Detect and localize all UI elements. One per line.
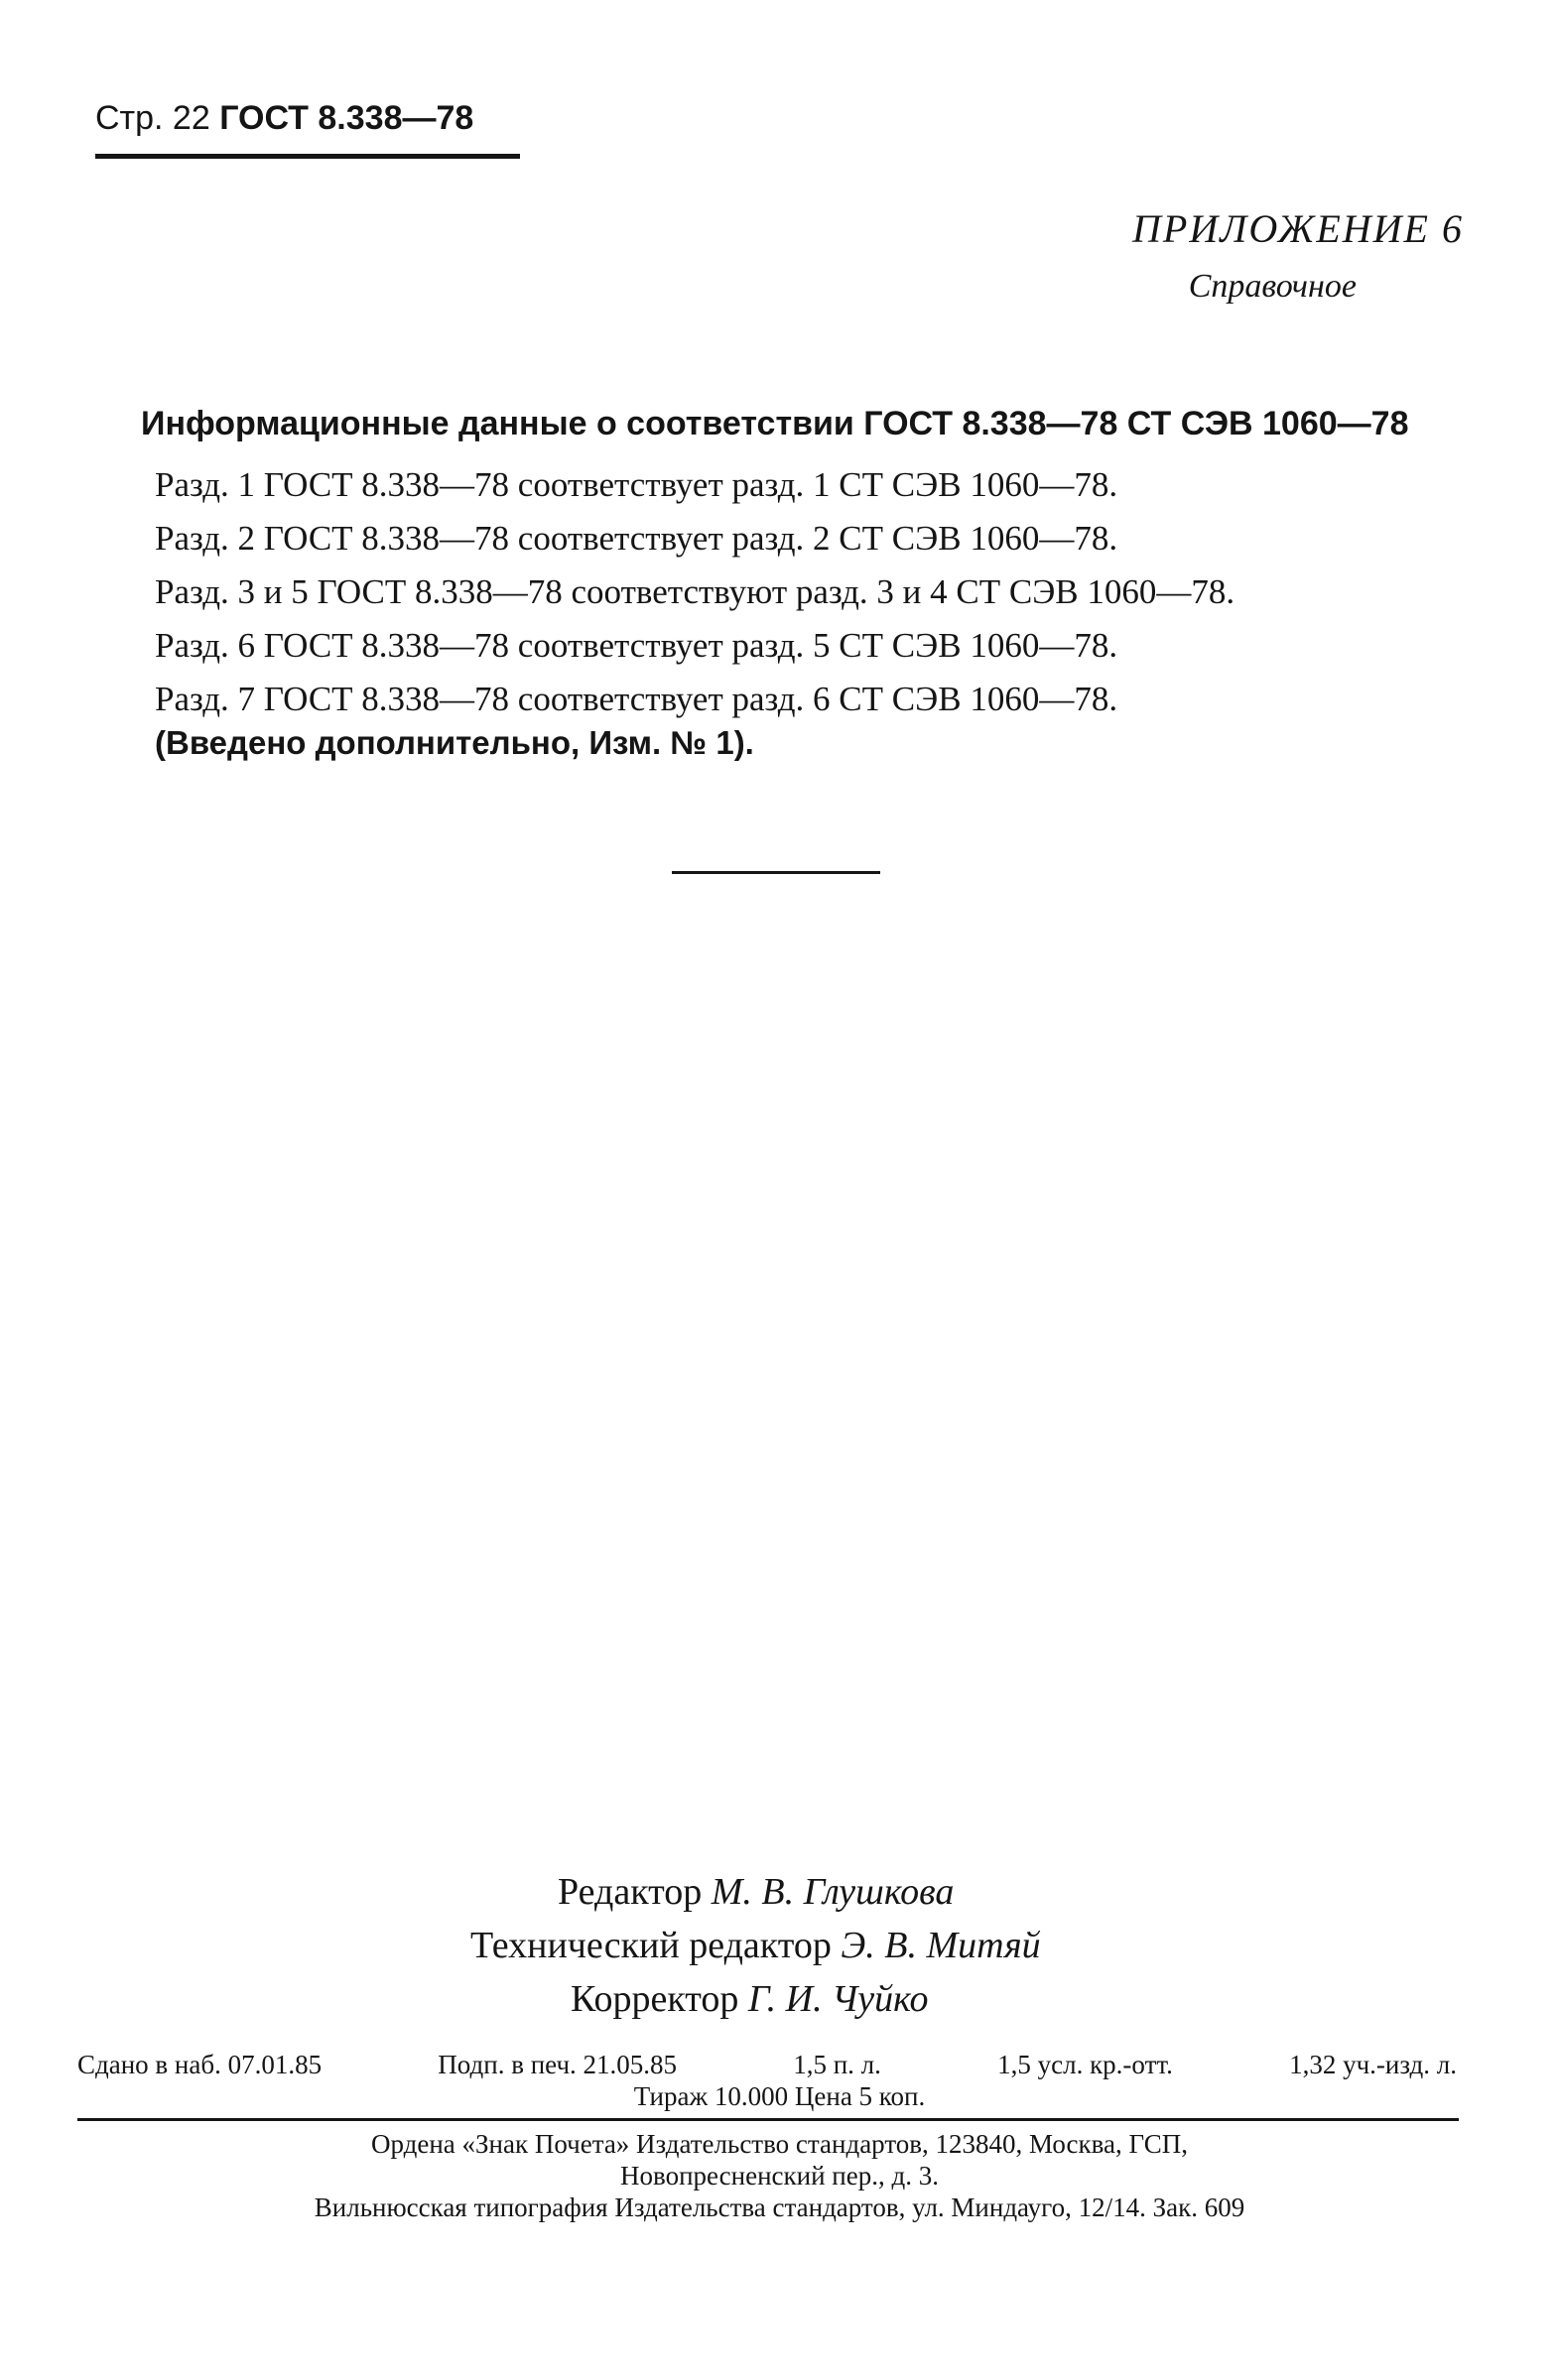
imprint-sheets: 1,5 п. л.: [793, 2050, 881, 2079]
credit-tech-editor: [0, 1919, 1559, 1972]
page-number: Стр. 22: [95, 99, 210, 137]
appendix-title: ПРИЛОЖЕНИЕ 6: [1132, 206, 1464, 251]
publisher-info: [0, 2128, 1559, 2223]
correspondence-line: Разд. 1 ГОСТ 8.338—78 соответствует разд. 1 СТ СЭВ 1060—78.: [155, 465, 1118, 504]
standard-number: ГОСТ 8.338—78: [219, 99, 474, 137]
publisher-line: Ордена «Знак Почета» Издательство стандартов, 123840, Москва, ГСП,: [370, 2129, 1189, 2159]
amendment-note: (Введено дополнительно, Изм. № 1).: [155, 724, 754, 761]
header-rule: [95, 154, 520, 159]
running-head: [95, 99, 473, 138]
imprint-pub-sheets: 1,32 уч.-изд. л.: [1289, 2050, 1457, 2079]
correspondence-line: Разд. 3 и 5 ГОСТ 8.338—78 соответствуют разд. 3 и 4 СТ СЭВ 1060—78.: [155, 572, 1235, 611]
correspondence-line: Разд. 6 ГОСТ 8.338—78 соответствует разд. 5 СТ СЭВ 1060—78.: [155, 626, 1118, 665]
tech-editor-role: Технический редактор: [470, 1925, 832, 1966]
correspondence-line: Разд. 7 ГОСТ 8.338—78 соответствует разд. 6 СТ СЭВ 1060—78.: [155, 680, 1118, 718]
footer-rule: [77, 2118, 1459, 2121]
section-divider: [672, 871, 880, 874]
printer-line: Вильнюсская типография Издательства стандартов, ул. Миндауго, 12/14. Зак. 609: [314, 2192, 1245, 2222]
imprint-run-price: Тираж 10.000 Цена 5 коп.: [633, 2081, 926, 2111]
tech-editor-name: Э. В. Митяй: [841, 1925, 1041, 1966]
credit-editor: [0, 1865, 1559, 1919]
appendix-kind: Справочное: [1188, 268, 1357, 305]
appendix-label: [1132, 205, 1464, 306]
section-title: Информационные данные о соответствии ГОСТ 8.338—78 СТ СЭВ 1060—78: [141, 405, 1409, 442]
corrector-name: Г. И. Чуйко: [747, 1978, 929, 2020]
editor-name: М. В. Глушкова: [711, 1871, 955, 1913]
imprint-signed: Подп. в печ. 21.05.85: [438, 2050, 678, 2079]
editor-role: Редактор: [558, 1871, 703, 1913]
imprint-submitted: Сдано в наб. 07.01.85: [77, 2050, 323, 2079]
publisher-line: Новопресненский пер., д. 3.: [620, 2161, 939, 2191]
credits: [0, 1865, 1559, 2026]
correspondence-list: [155, 458, 1234, 726]
imprint-line: [77, 2050, 1457, 2080]
imprint-print-sheets: 1,5 усл. кр.-отт.: [997, 2050, 1173, 2079]
credit-corrector: [0, 1972, 1559, 2026]
corrector-role: Корректор: [571, 1978, 739, 2020]
correspondence-line: Разд. 2 ГОСТ 8.338—78 соответствует разд. 2 СТ СЭВ 1060—78.: [155, 519, 1118, 558]
